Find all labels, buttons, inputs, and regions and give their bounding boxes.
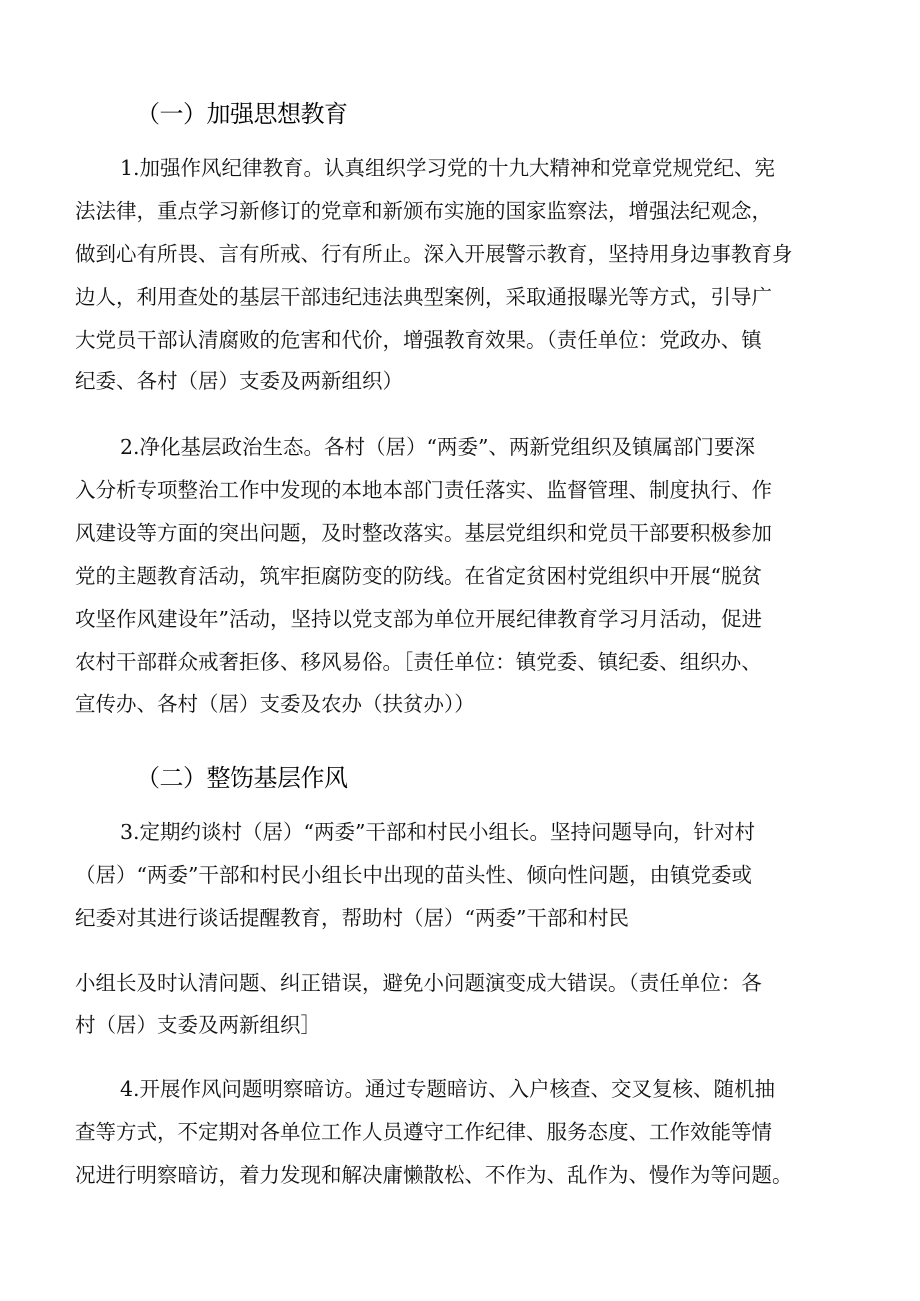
section-heading-2: （二）整饬基层作风 [136, 764, 348, 792]
paragraph-line: 况进行明察暗访，着力发现和解决庸懒散松、不作为、乱作为、慢作为等问题。 [75, 1163, 793, 1187]
paragraph-line: 农村干部群众戒奢拒侈、移风易俗。［责任单位：镇党委、镇纪委、组织办、 [75, 650, 762, 674]
paragraph-line: 查等方式，不定期对各单位工作人员遵守工作纪律、服务态度、工作效能等情 [75, 1120, 772, 1144]
paragraph-line: 4.开展作风问题明察暗访。通过专题暗访、入户核查、交叉复核、随机抽 [120, 1077, 776, 1101]
paragraph-line: 纪委对其进行谈话提醒教育，帮助村（居）“两委”干部和村民 [75, 906, 629, 930]
paragraph-line: 入分析专项整治工作中发现的本地本部门责任落实、监督管理、制度执行、作 [75, 478, 772, 502]
paragraph-line: 1.加强作风纪律教育。认真组织学习党的十九大精神和党章党规党纪、宪 [120, 156, 776, 180]
paragraph-line: （居）“两委”干部和村民小组长中出现的苗头性、倾向性问题，由镇党委或 [75, 863, 752, 887]
paragraph-line: 大党员干部认清腐败的危害和代价，增强教育效果。（责任单位：党政办、镇 [75, 328, 762, 352]
paragraph-line: 2.净化基层政治生态。各村（居）“两委”、两新党组织及镇属部门要深 [120, 435, 756, 459]
paragraph-line: 党的主题教育活动，筑牢拒腐防变的防线。在省定贫困村党组织中开展“脱贫 [75, 564, 762, 588]
paragraph-line: 宣传办、各村（居）支委及农办（扶贫办）） [75, 692, 475, 716]
paragraph-line: 村（居）支委及两新组织］ [75, 1013, 321, 1037]
paragraph-line: 3.定期约谈村（居）“两委”干部和村民小组长。坚持问题导向，针对村 [120, 820, 756, 844]
paragraph-line: 法法律，重点学习新修订的党章和新颁布实施的国家监察法，增强法纪观念， [75, 199, 772, 223]
paragraph-line: 做到心有所畏、言有所戒、行有所止。深入开展警示教育，坚持用身边事教育身 [75, 242, 793, 266]
paragraph-line: 风建设等方面的突出问题，及时整改落实。基层党组织和党员干部要积极参加 [75, 521, 772, 545]
paragraph-line: 小组长及时认清问题、纠正错误，避免小问题演变成大错误。（责任单位：各 [75, 971, 762, 995]
paragraph-line: 攻坚作风建设年”活动，坚持以党支部为单位开展纪律教育学习月活动，促进 [75, 607, 762, 631]
paragraph-line: 边人，利用查处的基层干部违纪违法典型案例，采取通报曝光等方式，引导广 [75, 285, 772, 309]
section-heading-1: （一）加强思想教育 [136, 100, 348, 128]
paragraph-line: 纪委、各村（居）支委及两新组织） [75, 369, 403, 393]
